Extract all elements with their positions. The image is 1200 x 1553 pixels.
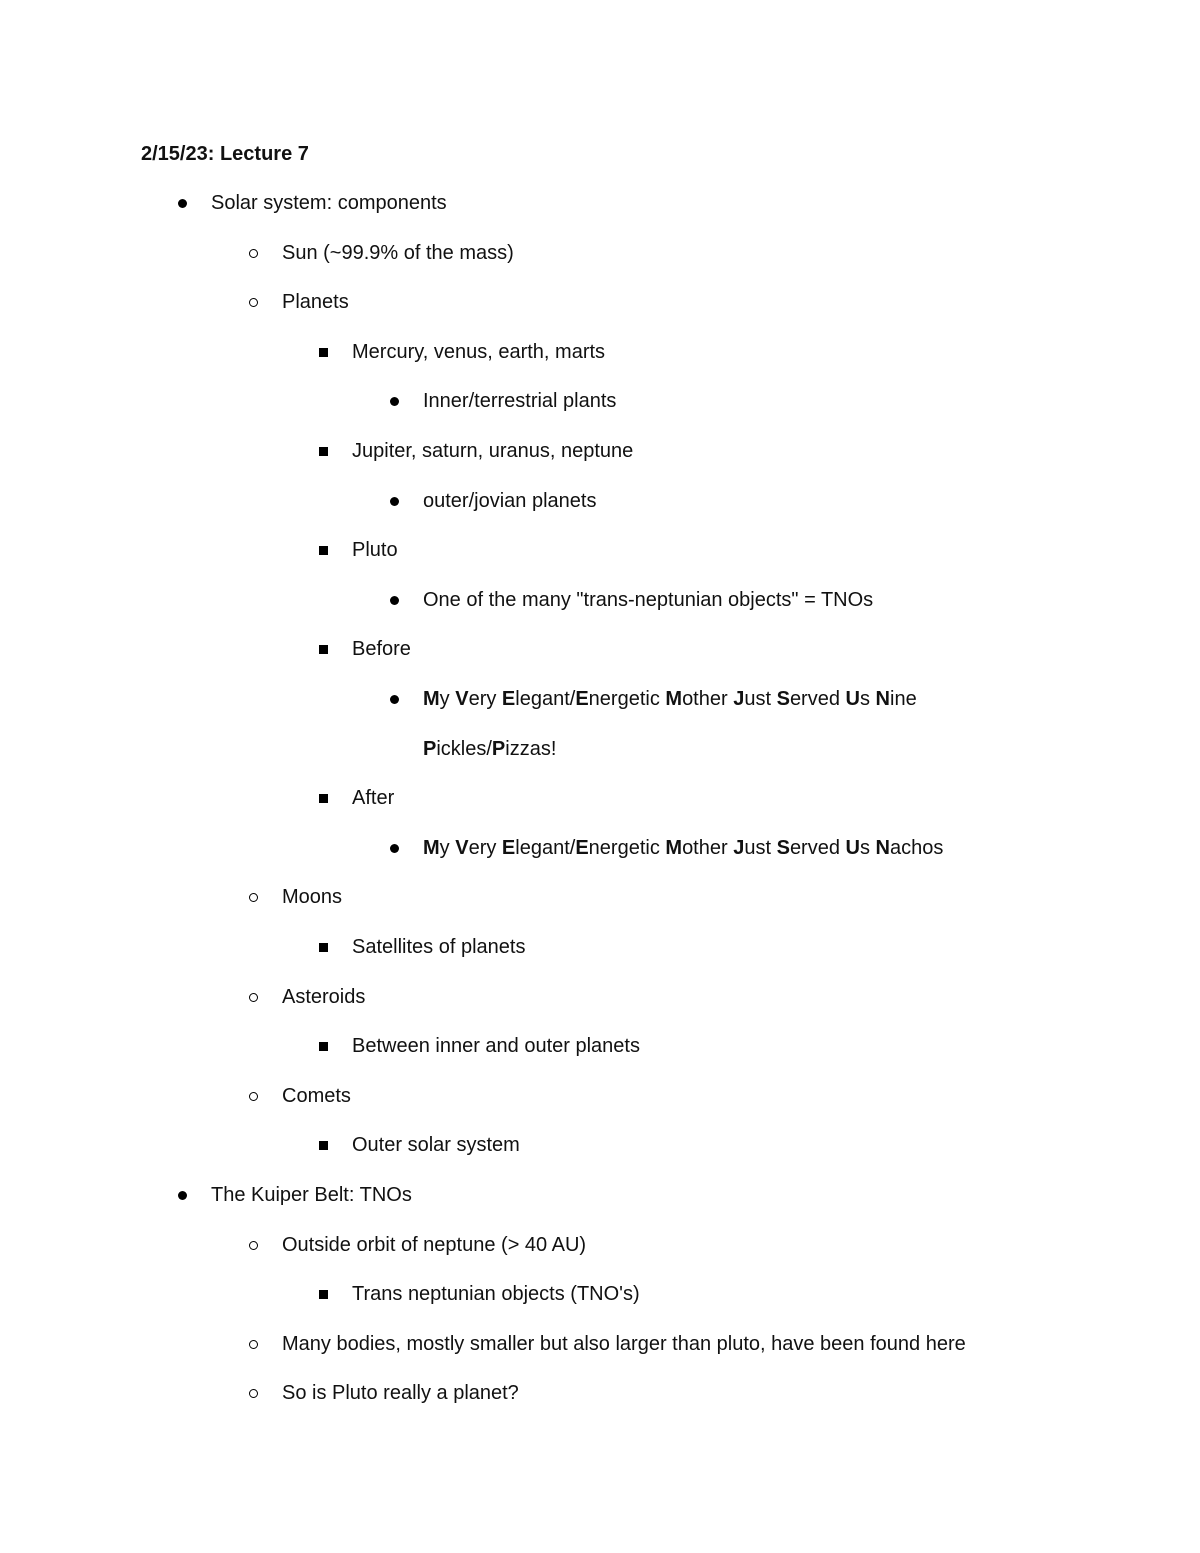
mnemonic-initial: N xyxy=(875,688,890,710)
mnemonic-initial: M xyxy=(665,688,683,710)
square-bullet-icon xyxy=(319,1042,328,1051)
square-bullet-icon xyxy=(319,794,328,803)
disc-bullet-icon xyxy=(390,596,399,605)
mnemonic-initial: U xyxy=(845,837,860,859)
text-segment: legant/ xyxy=(515,837,576,859)
text-segment: ery xyxy=(468,837,502,859)
mnemonic-initial: S xyxy=(776,688,790,710)
text-segment: s xyxy=(859,688,876,710)
text-segment: legant/ xyxy=(515,688,576,710)
text-segment: nergetic xyxy=(588,837,666,859)
text-segment: other xyxy=(682,688,734,710)
mnemonic-initial: E xyxy=(501,688,516,710)
text-segment: erved xyxy=(789,837,846,859)
text-segment: ine xyxy=(890,688,917,710)
text-segment: izzas! xyxy=(505,738,557,760)
text-segment: nergetic xyxy=(588,688,666,710)
mnemonic-initial: P xyxy=(423,738,437,760)
circle-bullet-icon xyxy=(249,1241,258,1250)
circle-bullet-icon xyxy=(249,1389,258,1398)
square-bullet-icon xyxy=(319,943,328,952)
mnemonic-initial: M xyxy=(423,837,440,859)
text-segment: ery xyxy=(468,688,502,710)
circle-bullet-icon xyxy=(249,993,258,1002)
list-item: One of the many "trans-neptunian objects" = TNOs xyxy=(423,589,874,611)
mnemonic-initial: E xyxy=(575,837,589,859)
circle-bullet-icon xyxy=(249,1092,258,1101)
disc-bullet-icon xyxy=(390,497,399,506)
disc-bullet-icon xyxy=(178,199,187,208)
circle-bullet-icon xyxy=(249,893,258,902)
mnemonic-initial: M xyxy=(423,688,440,710)
mnemonic-initial: J xyxy=(733,837,745,859)
list-item: Mercury, venus, earth, marts xyxy=(352,341,606,363)
mnemonic-initial: J xyxy=(733,688,745,710)
list-item xyxy=(423,685,917,713)
list-item: After xyxy=(352,787,395,809)
list-item: Asteroids xyxy=(282,986,366,1008)
list-item: The Kuiper Belt: TNOs xyxy=(211,1184,412,1206)
list-item: Sun (~99.9% of the mass) xyxy=(282,242,514,264)
list-item: Pluto xyxy=(352,539,398,561)
square-bullet-icon xyxy=(319,348,328,357)
text-segment: ickles/ xyxy=(436,738,492,760)
list-item xyxy=(423,834,943,862)
text-segment: ust xyxy=(744,837,777,859)
square-bullet-icon xyxy=(319,447,328,456)
list-item: Moons xyxy=(282,886,343,908)
mnemonic-initial: E xyxy=(575,688,589,710)
list-item: Before xyxy=(352,638,411,660)
list-item: Satellites of planets xyxy=(352,936,526,958)
disc-bullet-icon xyxy=(390,844,399,853)
list-item: Comets xyxy=(282,1085,351,1107)
mnemonic-initial: P xyxy=(491,738,506,760)
disc-bullet-icon xyxy=(178,1191,187,1200)
mnemonic-initial: U xyxy=(845,688,860,710)
list-item: Jupiter, saturn, uranus, neptune xyxy=(352,440,634,462)
list-item: Outside orbit of neptune (> 40 AU) xyxy=(282,1234,587,1256)
text-segment: y xyxy=(439,837,456,859)
mnemonic-initial: M xyxy=(665,837,683,859)
mnemonic-initial: V xyxy=(455,688,469,710)
list-item: Outer solar system xyxy=(352,1134,520,1156)
list-item: So is Pluto really a planet? xyxy=(282,1382,519,1404)
square-bullet-icon xyxy=(319,645,328,654)
mnemonic-initial: E xyxy=(501,837,516,859)
circle-bullet-icon xyxy=(249,1340,258,1349)
list-item xyxy=(423,735,556,763)
list-item: Trans neptunian objects (TNO's) xyxy=(352,1283,640,1305)
mnemonic-initial: S xyxy=(776,837,790,859)
circle-bullet-icon xyxy=(249,249,258,258)
text-segment: achos xyxy=(890,837,944,859)
page-title: 2/15/23: Lecture 7 xyxy=(141,143,309,165)
text-segment: erved xyxy=(789,688,846,710)
list-item: Planets xyxy=(282,291,349,313)
square-bullet-icon xyxy=(319,546,328,555)
circle-bullet-icon xyxy=(249,298,258,307)
text-segment: y xyxy=(439,688,456,710)
list-item: Between inner and outer planets xyxy=(352,1035,640,1057)
mnemonic-initial: V xyxy=(455,837,469,859)
text-segment: s xyxy=(859,837,876,859)
disc-bullet-icon xyxy=(390,695,399,704)
list-item: Inner/terrestrial plants xyxy=(423,390,617,412)
disc-bullet-icon xyxy=(390,397,399,406)
list-item: outer/jovian planets xyxy=(423,490,597,512)
text-segment: other xyxy=(682,837,734,859)
square-bullet-icon xyxy=(319,1290,328,1299)
list-item: Solar system: components xyxy=(211,192,447,214)
list-item: Many bodies, mostly smaller but also larger than pluto, have been found here xyxy=(282,1333,966,1355)
square-bullet-icon xyxy=(319,1141,328,1150)
mnemonic-initial: N xyxy=(875,837,890,859)
text-segment: ust xyxy=(744,688,777,710)
